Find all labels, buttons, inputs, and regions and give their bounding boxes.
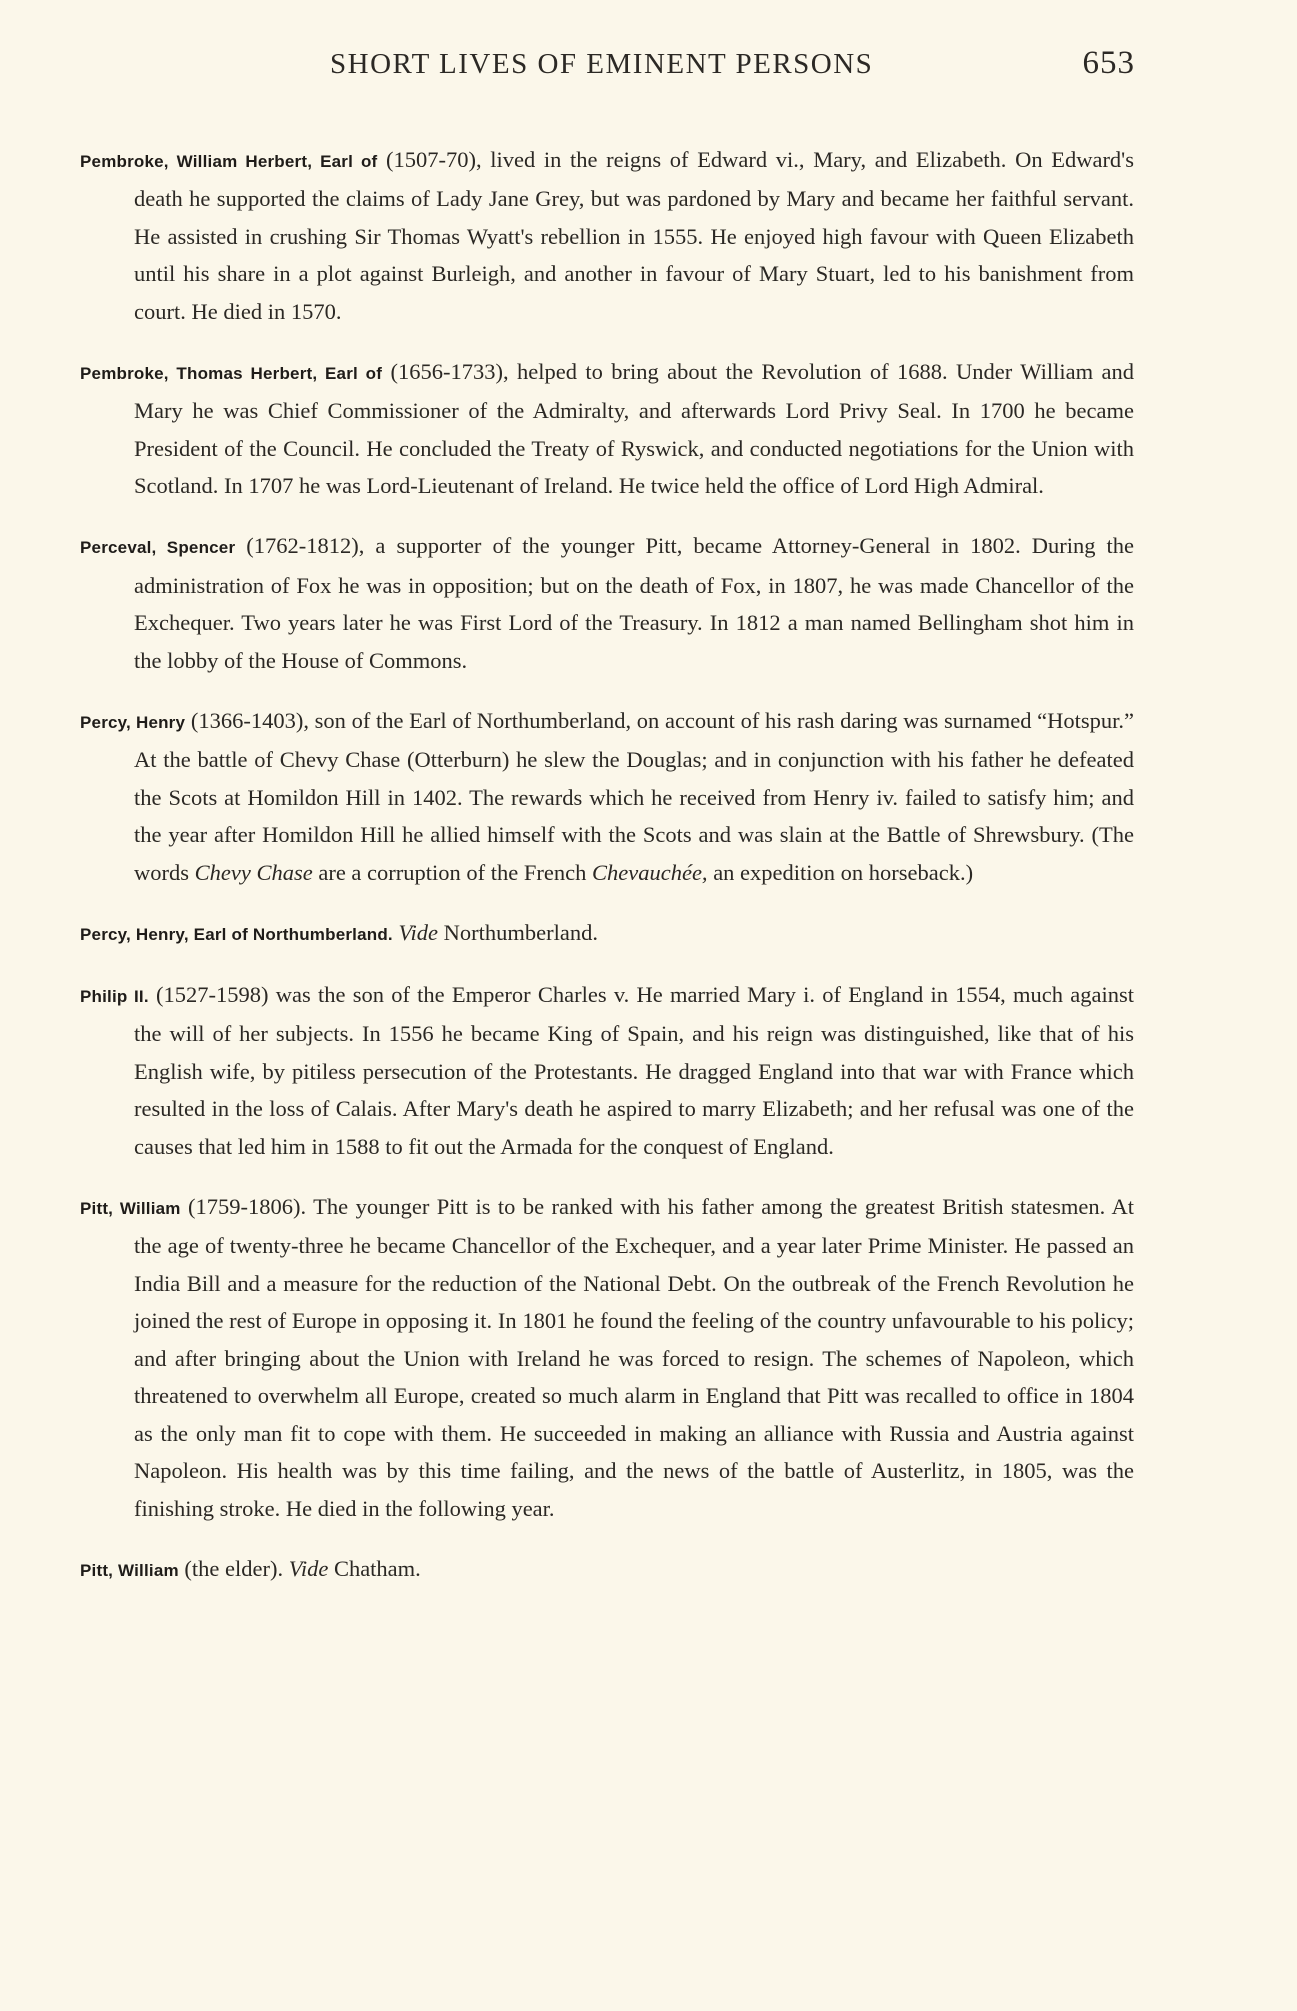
entry-text: (1507-70), lived in the reigns of Edward vi., Mary, and Elizabeth. On Edward's death he supported the claims of Lady Jane Grey, but was pardoned by Mary and became her faithful servant. He assisted in crushing Sir Thomas Wyatt's rebellion in 1555. He enjoyed high favour with Queen Elizabeth until his share in a plot against Burleigh, and another in favour of Mary Stuart, led to his banishment from court. He died in 1570. <box>134 146 1134 324</box>
entry-pembroke-william <box>80 141 1134 331</box>
entry-text: (1656-1733), helped to bring about the Revolution of 1688. Under William and Mary he was Chief Commissioner of the Admiralty, and afterwards Lord Privy Seal. In 1700 he became President of the Council. He concluded the Treaty of Ryswick, and conducted negotiations for the Union with Scotland. In 1707 he was Lord-Lieutenant of Ireland. He twice held the office of Lord High Admiral. <box>134 358 1134 498</box>
entry-percy-northumberland <box>80 914 1134 954</box>
entry-text: Chatham. <box>328 1555 421 1581</box>
entry-italic-text: Chevy Chase <box>194 859 313 885</box>
entry-pembroke-thomas <box>80 353 1134 505</box>
cross-reference-vide: Vide <box>398 919 439 945</box>
entry-text: (1759-1806). The younger Pitt is to be ranked with his father among the greatest British statesmen. At the age of twenty-three he became Chancellor of the Exchequer, and a year later Prime Minister. He passed an India Bill and a measure for the reduction of the National Debt. On the outbreak of the French Revolution he joined the rest of Europe in opposing it. In 1801 he found the feeling of the country unfavourable to his policy; and after bringing about the Union with Ireland he was forced to resign. The schemes of Napoleon, which threatened to overwhelm all Europe, created so much alarm in England that Pitt was recalled to office in 1804 as the only man fit to cope with them. He succeeded in making an alliance with Russia and Austria against Napoleon. His health was by this time failing, and the news of the battle of Austerlitz, in 1805, was the finishing stroke. He died in the following year. <box>134 1193 1134 1521</box>
entry-headword: Percy, Henry <box>80 712 186 732</box>
entry-text: an expedition on horseback.) <box>707 859 974 885</box>
entry-text: are a corruption of the French <box>312 859 592 885</box>
cross-reference-vide: Vide <box>288 1555 329 1581</box>
entry-italic-text: Chevauchée, <box>591 859 708 885</box>
running-title: SHORT LIVES OF EMINENT PERSONS <box>330 48 874 80</box>
entry-philip-ii <box>80 976 1134 1166</box>
entry-text: (1762-1812), a supporter of the younger Pitt, became Attorney-General in 1802. During the administration of Fox he was in opposition; but on the death of Fox, in 1807, he was made Chancellor of the Exchequer. Two years later he was First Lord of the Treasury. In 1812 a man named Bellingham shot him in the lobby of the House of Commons. <box>134 533 1134 673</box>
entry-perceval-spencer <box>80 527 1134 679</box>
entry-text: (1366-1403), son of the Earl of Northumberland, on account of his rash daring was surnamed “Hotspur.” At the battle of Chevy Chase (Otterburn) he slew the Douglas; and in conjunction with his father he defeated the Scots at Homildon Hill in 1402. The rewards which he received from Henry iv. failed to satisfy him; and the year after Homildon Hill he allied himself with the Scots and was slain at the Battle of Shrewsbury. (The words <box>134 707 1135 885</box>
entry-percy-henry <box>80 702 1134 892</box>
entry-pitt-william-younger <box>80 1188 1134 1528</box>
entry-pitt-william-elder <box>80 1550 1134 1590</box>
entry-headword: Perceval, Spencer <box>80 538 236 557</box>
entry-headword: Pitt, William <box>80 1198 181 1218</box>
running-head <box>330 44 1135 84</box>
entry-headword: Philip II. <box>80 986 149 1006</box>
entry-text: (1527-1598) was the son of the Emperor Charles v. He married Mary i. of England in 1554, much against the will of her subjects. In 1556 he became King of Spain, and his reign was distinguished, like that of his English wife, by pitiless persecution of the Protestants. He dragged England into that war with France which resulted in the loss of Calais. After Mary's death he aspired to marry Elizabeth; and her refusal was one of the causes that led him in 1588 to fit out the Armada for the conquest of England. <box>134 981 1135 1159</box>
entry-headword: Pembroke, William Herbert, Earl of <box>80 151 378 171</box>
page-number: 653 <box>1082 45 1135 81</box>
biography-entries <box>80 118 1134 1608</box>
entry-text: (the elder). <box>178 1555 289 1581</box>
entry-text: Northumberland. <box>438 919 598 945</box>
entry-headword: Percy, Henry, Earl of Northumberland. <box>80 924 393 944</box>
entry-headword: Pembroke, Thomas Herbert, Earl of <box>80 363 383 383</box>
entry-headword: Pitt, William <box>80 1560 179 1580</box>
